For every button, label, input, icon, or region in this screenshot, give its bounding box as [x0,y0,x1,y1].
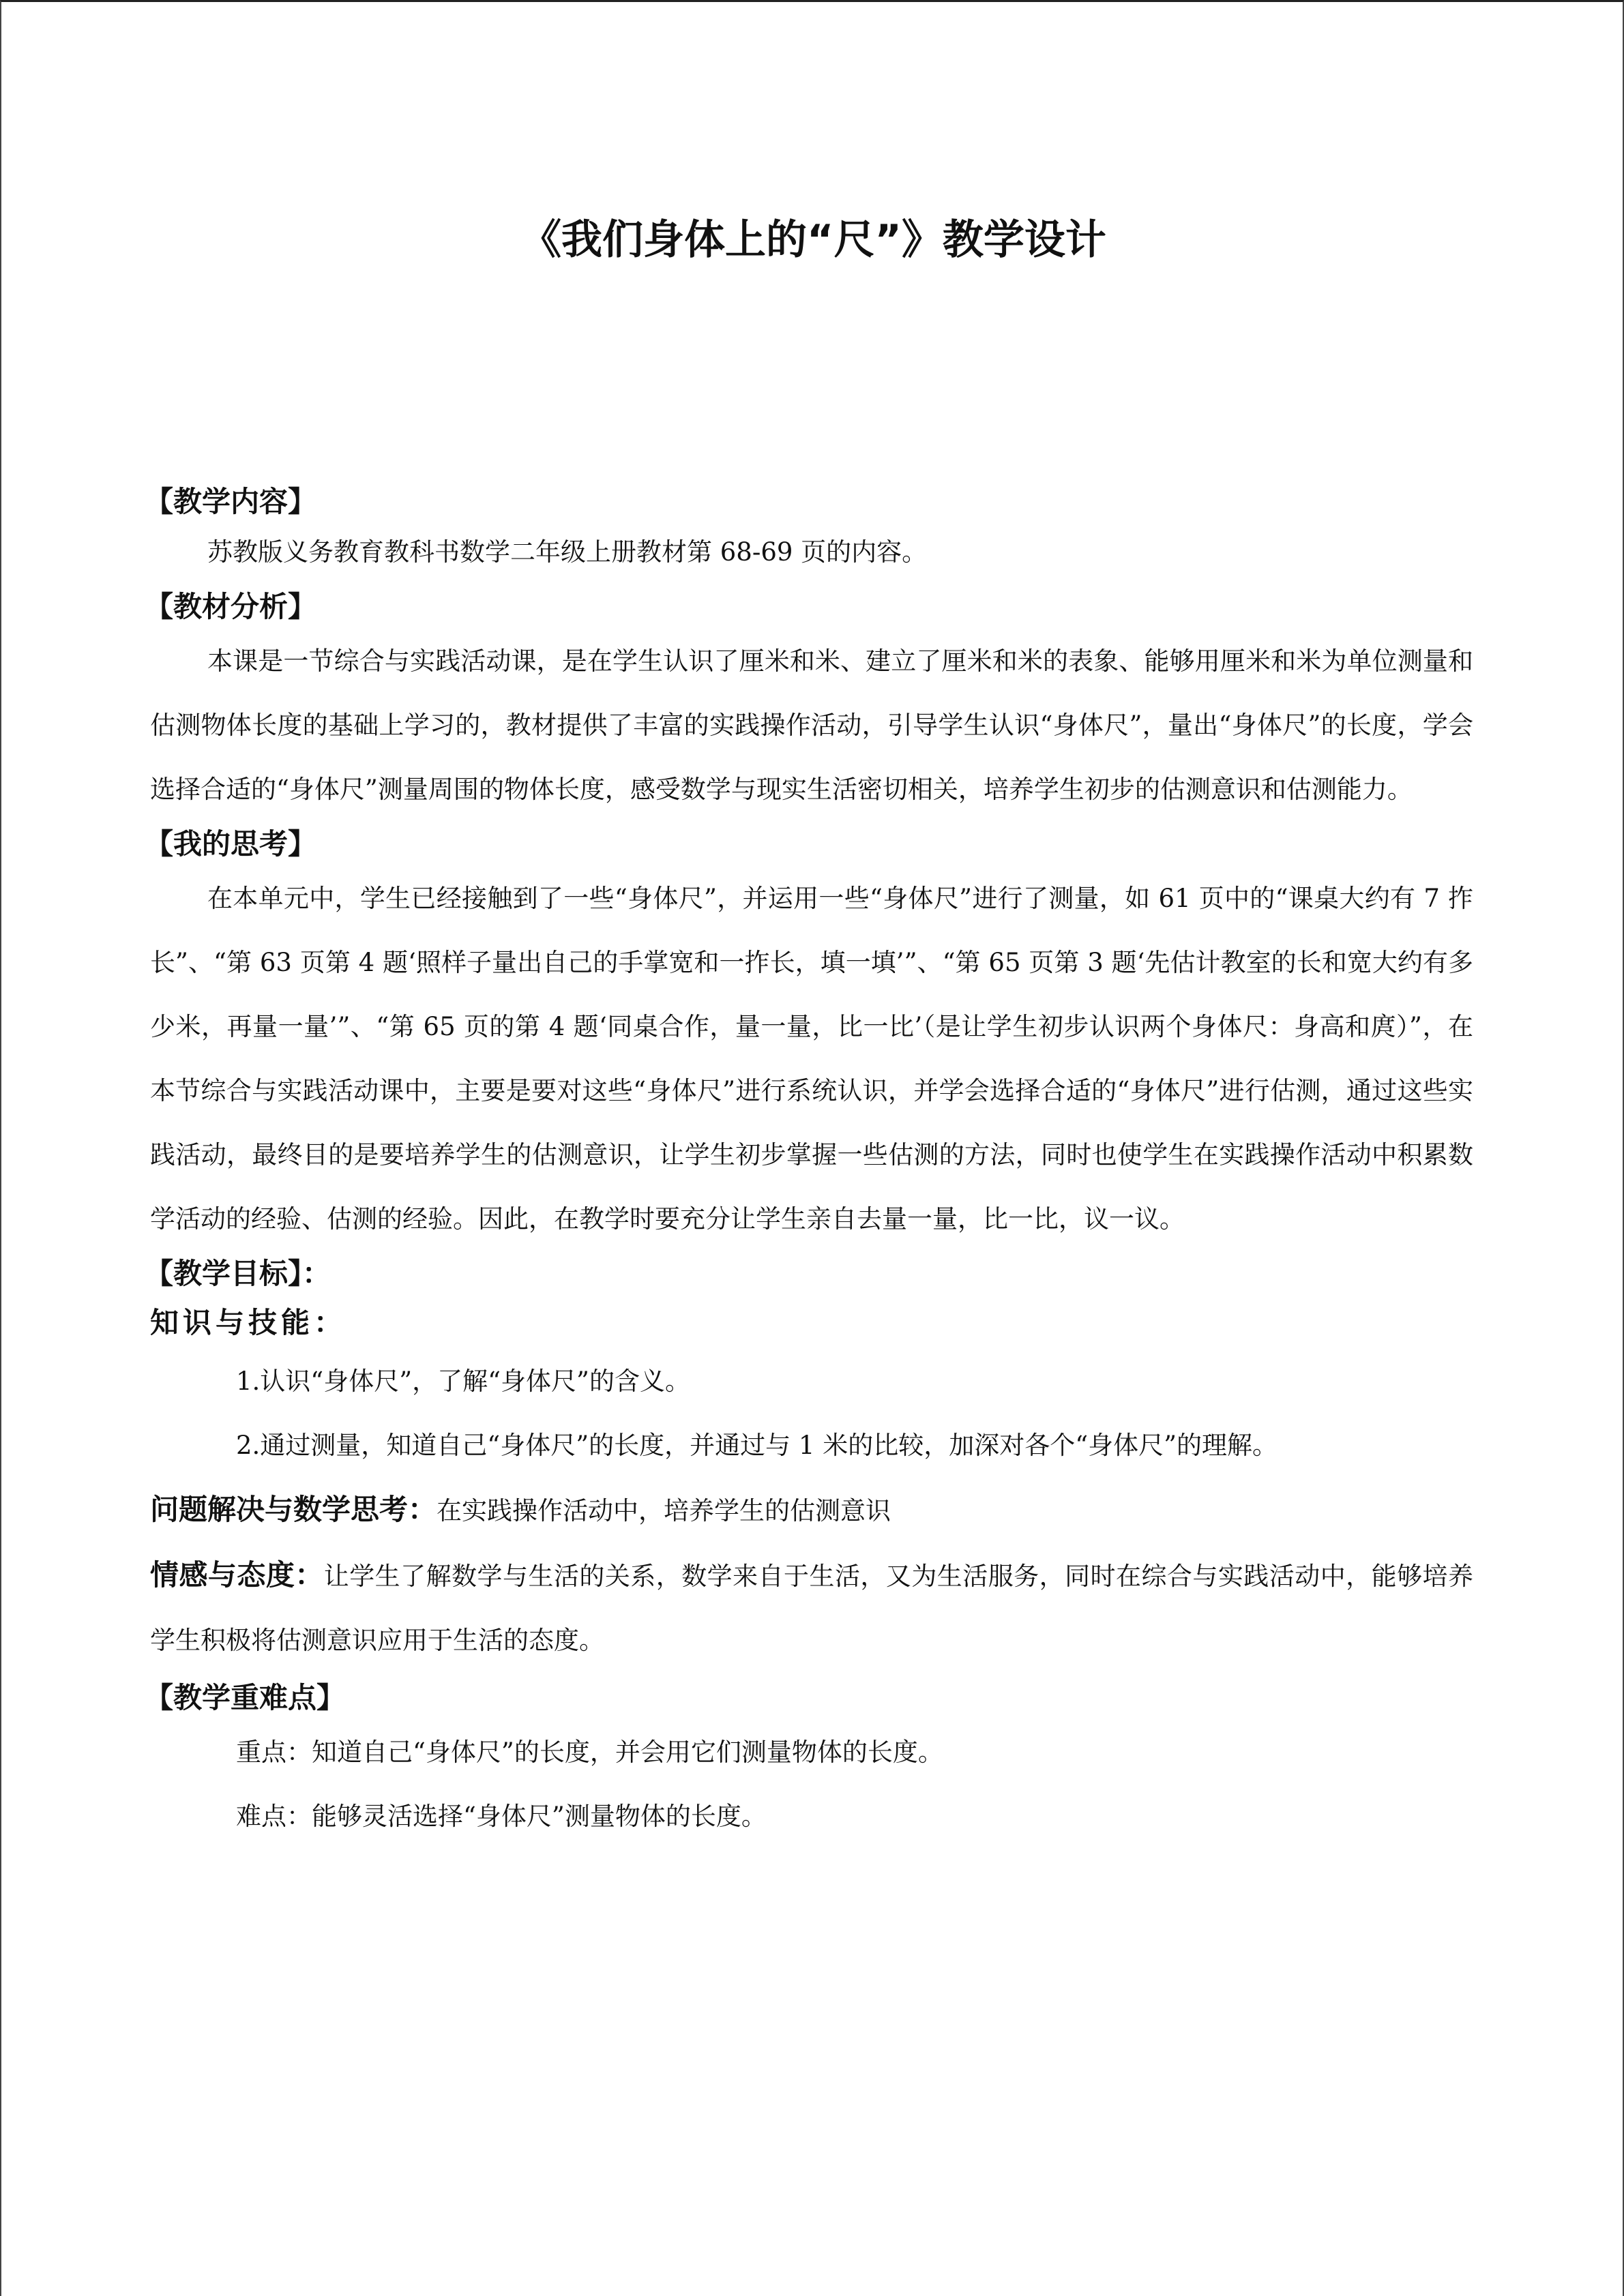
section-heading-analysis: 【教材分析】 [145,590,317,623]
knowledge-item-1: 1.认识“身体尺”，了解“身体尺”的含义。 [236,1367,690,1396]
section-heading-keypoints: 【教学重难点】 [145,1681,346,1714]
emotion-attitude-label: 情感与态度： [150,1558,324,1592]
document-body [145,479,1473,1849]
knowledge-skills-label: 知识与技能： [150,1306,347,1339]
analysis-text: 本课是一节综合与实践活动课，是在学生认识了厘米和米、建立了厘米和米的表象、能够用厘米和米为单位测量和估测物体长度的基础上学习的，教材提供了丰富的实践操作活动，引导学生认识“身体尺”，量出“身体尺”的长度，学会选择合适的“身体尺”测量周围的物体长度，感受数学与现实生活密切相关，培养学生初步的估测意识和估测能力。 [150,646,1473,804]
emotion-attitude-paragraph [150,1543,1473,1673]
content-text: 苏教版义务教育教科书数学二年级上册教材第 68-69 页的内容。 [207,537,928,567]
section-heading-thinking: 【我的思考】 [145,827,317,861]
thinking-text: 在本单元中，学生已经接触到了一些“身体尺”，并运用一些“身体尺”进行了测量，如 61 页中的“课桌大约有 7 拃长”、“第 63 页第 4 题‘照样子量出自己的手掌宽和一拃长，填一填’”、“第 65 页第 3 题‘先估计教室的长和宽大约有多少米，再量一量’”、“第 65 页的第 4 题‘同桌合作，量一量，比一比’（是让学生初步认识两个身体尺：身高和庹）”，在本节综合与实践活动课中，主要是要对这些“身体尺”进行系统认识，并学会选择合适的“身体尺”进行估测，通过这些实践活动，最终目的是要培养学生的估测意识，让学生初步掌握一些估测的方法，同时也使学生在实践操作活动中积累数学活动的经验、估测的经验。因此，在教学时要充分让学生亲自去量一量，比一比，议一议。 [150,884,1473,1234]
key-point-text: 重点：知道自己“身体尺”的长度，并会用它们测量物体的长度。 [236,1738,943,1767]
problem-solving-text: 在实践操作活动中，培养学生的估测意识 [437,1496,891,1525]
emotion-attitude-text: 让学生了解数学与生活的关系，数学来自于生活，又为生活服务，同时在综合与实践活动中，能够培养学生积极将估测意识应用于生活的态度。 [150,1562,1473,1655]
document-title: 《我们身体上的“尺”》教学设计 [520,216,1106,264]
problem-solving-paragraph [150,1478,1473,1543]
difficulty-text: 难点：能够灵活选择“身体尺”测量物体的长度。 [236,1802,767,1831]
section-heading-content: 【教学内容】 [145,485,317,518]
section-heading-goals: 【教学目标】： [145,1257,331,1290]
knowledge-item-2: 2.通过测量，知道自己“身体尺”的长度，并通过与 1 米的比较，加深对各个“身体尺”的理解。 [236,1431,1278,1460]
problem-solving-label: 问题解决与数学思考： [150,1493,437,1526]
